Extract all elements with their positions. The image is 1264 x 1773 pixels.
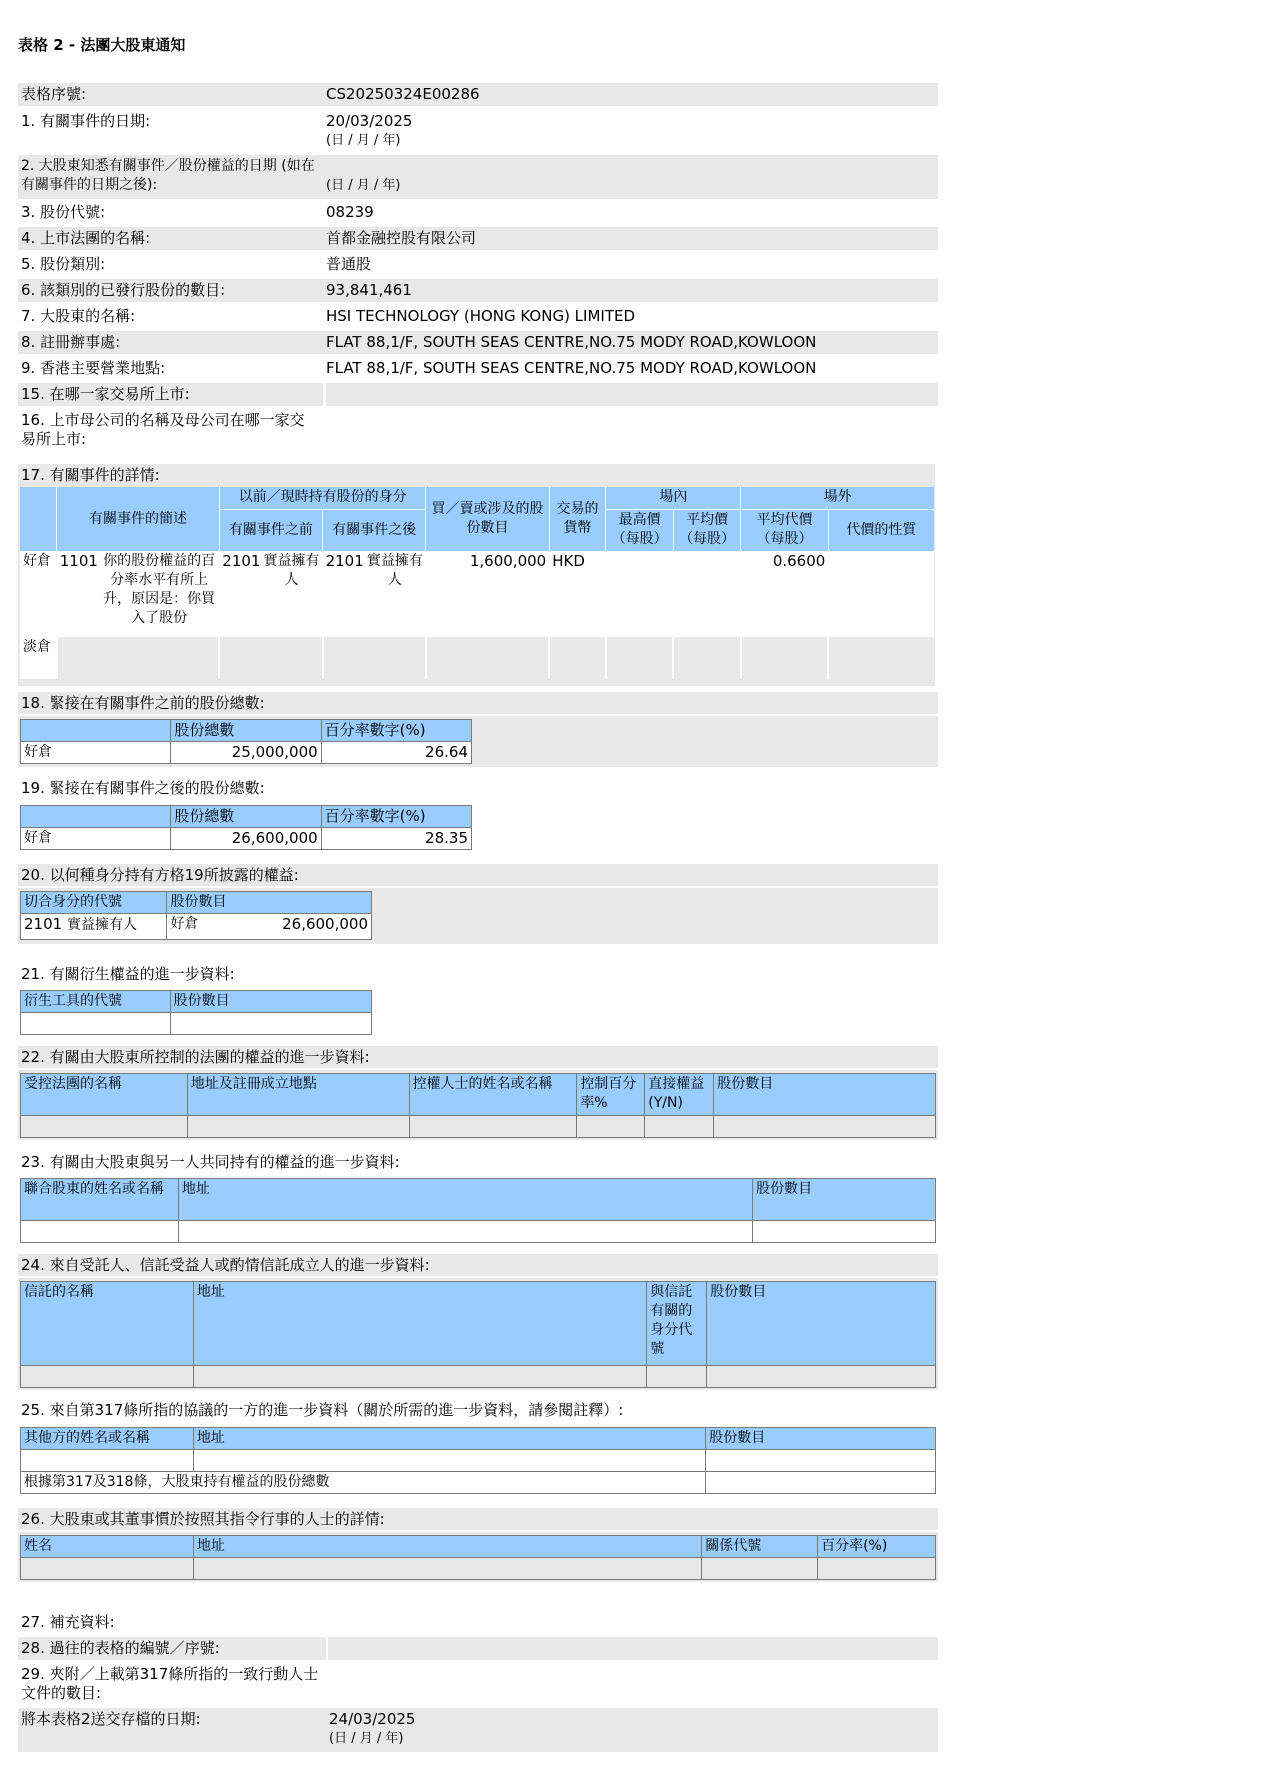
field-value: FLAT 88,1/F, SOUTH SEAS CENTRE,NO.75 MODY ROAD,KOWLOON — [326, 333, 817, 351]
section-26-table — [20, 1535, 936, 1580]
header-share-count: 股份數目 — [167, 892, 372, 914]
field-value — [308, 409, 938, 451]
date-format-hint: (日 / 月 / 年) — [326, 133, 401, 148]
header-desc: 有關事件的簡述 — [57, 487, 220, 551]
section-19-title: 19. 緊接在有關事件之後的股份總數: — [21, 779, 265, 797]
position-label: 好倉 — [170, 916, 199, 932]
header-trust-name: 信託的名稱 — [21, 1282, 194, 1366]
field-value: 首都金融控股有限公司 — [326, 229, 477, 247]
long-position-row — [20, 551, 934, 637]
header-total-shares: 股份總數 — [171, 806, 321, 828]
section-18-table — [20, 719, 472, 764]
field-label: 將本表格2送交存檔的日期: — [21, 1710, 201, 1728]
header-nature: 代價的性質 — [846, 521, 917, 538]
field-value: 24/03/2025 — [329, 1710, 416, 1728]
header-name: 姓名 — [21, 1536, 194, 1558]
field-issued — [18, 279, 938, 302]
section-23-table — [20, 1178, 936, 1243]
field-label: 28. 過往的表格的編號／序號: — [18, 1637, 326, 1660]
header-relationship-code: 關係代號 — [702, 1536, 818, 1558]
short-position-row — [20, 637, 934, 679]
header-on-exchange: 場內 — [606, 487, 741, 509]
field-value: 20/03/2025 — [326, 112, 413, 130]
section-25-table — [20, 1427, 936, 1494]
header-derivative-code: 衍生工具的代號 — [21, 991, 171, 1013]
field-submit-date — [18, 1708, 938, 1752]
position-label: 淡倉 — [20, 637, 57, 679]
section-28 — [18, 1637, 938, 1660]
header-percent: 百分率數字(%) — [321, 806, 471, 828]
field-label: 5. 股份類別: — [21, 255, 106, 273]
header-before: 有關事件之前 — [219, 509, 322, 551]
percent-value: 26.64 — [321, 742, 471, 764]
section-29 — [18, 1663, 938, 1705]
header-avg-consideration: 平均代價（每股） — [741, 509, 829, 551]
section-21-title: 21. 有關衍生權益的進一步資料: — [21, 965, 235, 983]
section-18-title: 18. 緊接在有關事件之前的股份總數: — [18, 692, 938, 714]
header-trust-capacity: 與信託有關的身分代號 — [647, 1282, 707, 1366]
field-reg-office — [18, 331, 938, 354]
section-20-table — [20, 891, 372, 940]
field-value: CS20250324E00286 — [326, 85, 480, 103]
header-off-exchange: 場外 — [741, 487, 934, 509]
field-value — [326, 383, 938, 406]
field-label: 7. 大股東的名稱: — [21, 307, 136, 325]
date-format-hint: (日 / 月 / 年) — [329, 1731, 404, 1746]
field-value — [328, 1637, 938, 1660]
field-aware-date — [18, 155, 938, 199]
date-format-hint: (日 / 月 / 年) — [326, 178, 401, 193]
field-value — [326, 1663, 938, 1705]
section-23-title: 23. 有關由大股東與另一人共同持有的權益的進一步資料: — [21, 1153, 400, 1171]
header-capacity-code: 切合身分的代號 — [21, 892, 167, 914]
field-label: 4. 上市法團的名稱: — [21, 229, 151, 247]
field-hk-place — [18, 357, 938, 380]
field-label: 8. 註冊辦事處: — [21, 333, 121, 351]
field-label: 29. 夾附／上載第317條所指的一致行動人士文件的數目: — [21, 1665, 319, 1702]
field-value: FLAT 88,1/F, SOUTH SEAS CENTRE,NO.75 MODY ROAD,KOWLOON — [326, 359, 817, 377]
field-label: 1. 有關事件的日期: — [21, 112, 151, 130]
header-high-price: 最高價（每股） — [606, 509, 673, 551]
section-20-title: 20. 以何種身分持有方格19所披露的權益: — [18, 864, 938, 886]
field-value: 08239 — [326, 203, 374, 221]
header-percent: 百分率數字(%) — [321, 720, 471, 742]
field-share-class — [18, 253, 938, 276]
event-desc: 你的股份權益的百分率水平有所上升，原因是：你買入了股份 — [103, 553, 216, 626]
field-exchange — [18, 383, 938, 406]
field-holder — [18, 305, 938, 328]
header-address: 地址 — [193, 1428, 705, 1450]
section-22-table — [20, 1073, 936, 1138]
header-controller-name: 控權人士的姓名或名稱 — [409, 1074, 577, 1116]
section-27-title: 27. 補充資料: — [21, 1613, 115, 1631]
field-value: 93,841,461 — [326, 281, 412, 299]
section-22-title: 22. 有關由大股東所控制的法團的權益的進一步資料: — [18, 1046, 938, 1068]
section-26-title: 26. 大股東或其董事慣於按照其指令行事的人士的詳情: — [18, 1508, 938, 1530]
section-17-title: 17. 有關事件的詳情: — [18, 464, 935, 486]
total-interest-label: 根據第317及318條，大股東持有權益的股份總數 — [21, 1472, 706, 1494]
after-code: 2101 — [325, 552, 364, 570]
header-capacity: 以前／現時持有股份的身分 — [219, 487, 426, 509]
header-joint-holder: 聯合股東的姓名或名稱 — [21, 1179, 179, 1221]
section-24-table — [20, 1281, 936, 1388]
header-total-shares: 股份總數 — [171, 720, 321, 742]
header-currency: 交易的貨幣 — [549, 487, 606, 551]
field-corp-name — [18, 227, 938, 250]
before-desc: 實益擁有人 — [263, 553, 320, 588]
header-share-count: 股份數目 — [753, 1179, 936, 1221]
position-label: 好倉 — [21, 828, 171, 850]
position-label: 好倉 — [23, 553, 51, 569]
header-address: 地址 — [193, 1282, 646, 1366]
header-address-place: 地址及註冊成立地點 — [187, 1074, 409, 1116]
header-direct-interest: 直接權益(Y/N) — [645, 1074, 714, 1116]
capacity-desc: 實益擁有人 — [66, 917, 137, 933]
header-other-party: 其他方的姓名或名稱 — [21, 1428, 194, 1450]
field-label: 9. 香港主要營業地點: — [21, 359, 166, 377]
field-label: 16. 上市母公司的名稱及母公司在哪一家交易所上市: — [21, 411, 305, 448]
event-code: 1101 — [59, 552, 98, 570]
header-share-count: 股份數目 — [706, 1428, 936, 1450]
field-label: 15. 在哪一家交易所上市: — [18, 383, 323, 406]
share-count-value: 26,600,000 — [282, 915, 368, 933]
header-shares: 買／賣或涉及的股份數目 — [426, 487, 549, 551]
header-control-pct: 控制百分率% — [577, 1074, 645, 1116]
section-25-title: 25. 來自第317條所指的協議的一方的進一步資料（關於所需的進一步資料，請參閱註釋）: — [21, 1401, 624, 1419]
header-after: 有關事件之後 — [323, 509, 426, 551]
field-stock-code — [18, 201, 938, 224]
field-event-date — [18, 110, 938, 152]
percent-value: 28.35 — [321, 828, 471, 850]
section-17-table — [20, 487, 934, 679]
field-parent — [18, 409, 938, 451]
header-percent: 百分率(%) — [818, 1536, 936, 1558]
field-label: 6. 該類別的已發行股份的數目: — [21, 281, 226, 299]
currency-value: HKD — [552, 552, 585, 570]
header-share-count: 股份數目 — [707, 1282, 936, 1366]
header-avg-price: 平均價（每股） — [673, 509, 740, 551]
form-title: 表格 2 - 法團大股東通知 — [18, 36, 186, 54]
section-24-title: 24. 來自受託人、信託受益人或酌情信託成立人的進一步資料: — [18, 1254, 938, 1276]
total-shares-value: 25,000,000 — [171, 742, 321, 764]
section-19-table — [20, 805, 472, 850]
field-label: 3. 股份代號: — [21, 203, 106, 221]
header-controlled-corp: 受控法團的名稱 — [21, 1074, 188, 1116]
capacity-code: 2101 — [24, 915, 63, 933]
position-label: 好倉 — [21, 742, 171, 764]
after-desc: 實益擁有人 — [366, 553, 423, 588]
shares-value: 1,600,000 — [469, 552, 547, 570]
field-serial — [18, 83, 938, 106]
section-21-table — [20, 990, 372, 1035]
before-code: 2101 — [222, 552, 261, 570]
header-address: 地址 — [193, 1536, 701, 1558]
field-label: 表格序號: — [21, 85, 87, 103]
field-label: 2. 大股東知悉有關事件／股份權益的日期 (如在有關事件的日期之後): — [21, 158, 315, 193]
total-shares-value: 26,600,000 — [171, 828, 321, 850]
field-value: HSI TECHNOLOGY (HONG KONG) LIMITED — [326, 307, 636, 325]
header-share-count: 股份數目 — [170, 991, 371, 1013]
header-address: 地址 — [178, 1179, 752, 1221]
header-share-count: 股份數目 — [714, 1074, 936, 1116]
field-value: 普通股 — [326, 255, 372, 273]
avg-consideration-value: 0.6600 — [772, 552, 826, 570]
